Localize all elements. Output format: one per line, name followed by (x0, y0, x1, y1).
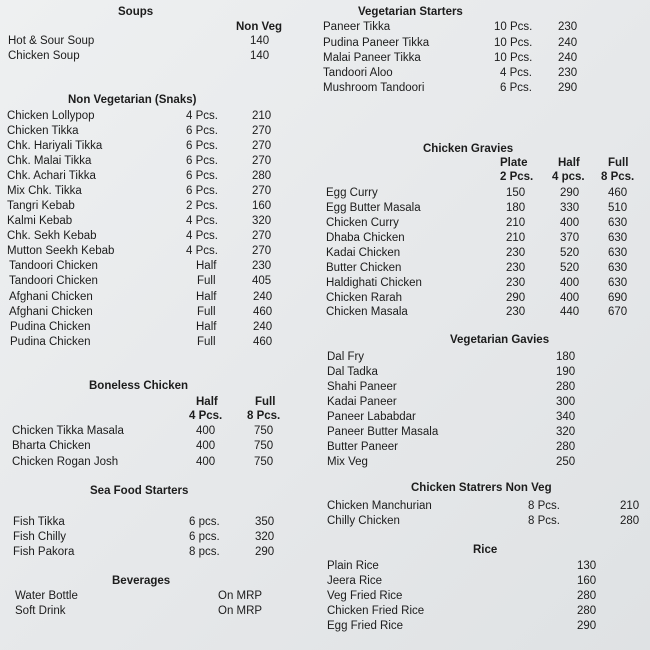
menu-row (0, 515, 325, 529)
item-name: Tandoori Chicken (9, 275, 98, 287)
menu-row (318, 51, 650, 65)
item-price-plate: 230 (506, 247, 526, 259)
menu-row (0, 34, 325, 48)
item-qty: Half (196, 291, 217, 303)
item-price: 280 (577, 605, 597, 617)
item-qty: 4 Pcs. (186, 230, 218, 242)
item-qty: 8 pcs. (189, 546, 220, 558)
item-price-half: 290 (560, 187, 580, 199)
item-name: Plain Rice (327, 560, 379, 572)
menu-row (318, 365, 650, 379)
item-price: 405 (252, 275, 272, 287)
item-price-plate: 230 (506, 306, 526, 318)
item-name: Butter Chicken (326, 262, 402, 274)
menu-row (318, 395, 650, 409)
item-price-plate: 230 (506, 277, 526, 289)
item-price: 270 (252, 140, 272, 152)
item-name: Chk. Hariyali Tikka (7, 140, 103, 152)
column-header: Non Veg (236, 21, 283, 33)
item-price: 290 (577, 620, 597, 632)
item-qty: 10 Pcs. (494, 21, 533, 33)
item-name: Paneer Butter Masala (327, 426, 439, 438)
item-name: Chicken Rarah (326, 292, 403, 304)
item-name: Pudina Chicken (10, 336, 91, 348)
item-qty: 8 Pcs. (528, 500, 560, 512)
item-price-full: 460 (608, 187, 628, 199)
section-heading: Beverages (112, 575, 171, 587)
section-heading: Rice (473, 544, 498, 556)
item-price: 340 (556, 411, 576, 423)
column-header: Full (608, 157, 629, 169)
menu-row (318, 81, 650, 95)
item-price: 300 (556, 396, 576, 408)
item-price: 280 (577, 590, 597, 602)
menu-row (0, 244, 325, 258)
item-price-full: 750 (254, 456, 274, 468)
item-name: Chicken Rogan Josh (12, 456, 119, 468)
item-price-half: 520 (560, 262, 580, 274)
item-name: Fish Pakora (13, 546, 75, 558)
menu-row (318, 619, 650, 633)
column-subheader: 4 pcs. (552, 171, 585, 183)
menu-row (318, 186, 650, 200)
item-price-plate: 230 (506, 262, 526, 274)
section-heading: Chicken Statrers Non Veg (411, 482, 552, 494)
item-name: Soft Drink (15, 605, 66, 617)
item-name: Shahi Paneer (327, 381, 397, 393)
menu-row (0, 335, 325, 349)
item-name: Kadai Paneer (327, 396, 397, 408)
item-name: Chk. Achari Tikka (7, 170, 96, 182)
item-name: Chicken Lollypop (7, 110, 95, 122)
item-price: 160 (252, 200, 272, 212)
item-qty: 10 Pcs. (494, 52, 533, 64)
item-name: Chilly Chicken (327, 515, 400, 527)
menu-row (0, 184, 325, 198)
item-price-half: 370 (560, 232, 580, 244)
menu-row (318, 201, 650, 215)
item-qty: 6 Pcs. (186, 185, 218, 197)
item-price: 350 (255, 516, 275, 528)
item-name: Butter Paneer (327, 441, 398, 453)
item-qty: 6 Pcs. (186, 170, 218, 182)
menu-row (0, 259, 325, 273)
item-price-full: 690 (608, 292, 628, 304)
menu-row (318, 261, 650, 275)
item-price: 270 (252, 155, 272, 167)
menu-row (318, 20, 650, 34)
item-qty: 8 Pcs. (528, 515, 560, 527)
item-qty: 4 Pcs. (186, 215, 218, 227)
item-name: Water Bottle (15, 590, 78, 602)
menu-row (0, 439, 325, 453)
item-price: 460 (253, 306, 273, 318)
item-price: 190 (556, 366, 576, 378)
menu-row (318, 514, 650, 528)
item-price: 240 (253, 321, 273, 333)
item-price: 130 (577, 560, 597, 572)
item-qty: Half (196, 260, 217, 272)
item-name: Mutton Seekh Kebab (7, 245, 115, 257)
menu-row (318, 499, 650, 513)
menu-row (318, 410, 650, 424)
menu-row (0, 229, 325, 243)
item-name: Chicken Tikka Masala (12, 425, 124, 437)
column-header: Full (255, 396, 276, 408)
item-name: Fish Tikka (13, 516, 65, 528)
item-price-half: 400 (196, 425, 216, 437)
item-price: 280 (556, 441, 576, 453)
section-heading: Soups (118, 6, 154, 18)
item-name: Egg Butter Masala (326, 202, 421, 214)
item-price: 290 (558, 82, 578, 94)
item-price: 320 (556, 426, 576, 438)
item-price: 270 (252, 230, 272, 242)
item-qty: 6 Pcs. (500, 82, 532, 94)
item-price: 320 (252, 215, 272, 227)
menu-row (318, 276, 650, 290)
item-name: Haldighati Chicken (326, 277, 422, 289)
item-name: Chicken Fried Rice (327, 605, 425, 617)
menu-row (318, 455, 650, 469)
item-price: 270 (252, 185, 272, 197)
item-price-half: 330 (560, 202, 580, 214)
section-heading: Boneless Chicken (89, 380, 189, 392)
column-subheader: 2 Pcs. (500, 171, 534, 183)
column-header: Half (196, 396, 218, 408)
column-header-row (318, 156, 650, 170)
item-price-half: 400 (560, 292, 580, 304)
item-qty: 6 pcs. (189, 531, 220, 543)
menu-row (0, 530, 325, 544)
item-price-half: 440 (560, 306, 580, 318)
item-price-full: 750 (254, 425, 274, 437)
item-price-full: 510 (608, 202, 628, 214)
item-qty: 6 pcs. (189, 516, 220, 528)
menu-row (318, 574, 650, 588)
item-qty: 6 Pcs. (186, 155, 218, 167)
item-name: Chicken Soup (8, 50, 80, 62)
item-price-full: 630 (608, 232, 628, 244)
item-qty: 4 Pcs. (186, 110, 218, 122)
item-name: Malai Paneer Tikka (323, 52, 421, 64)
column-subheader: 4 Pcs. (189, 410, 223, 422)
item-name: Tangri Kebab (7, 200, 75, 212)
item-name: Egg Curry (326, 187, 378, 199)
item-price: 320 (255, 531, 275, 543)
item-price: 230 (558, 21, 578, 33)
item-price: On MRP (218, 605, 263, 617)
item-name: Egg Fried Rice (327, 620, 404, 632)
item-qty: Full (197, 336, 216, 348)
menu-row (318, 425, 650, 439)
menu-row (0, 154, 325, 168)
item-price: 460 (253, 336, 273, 348)
section-heading: Non Vegetarian (Snaks) (68, 94, 197, 106)
item-price: 180 (556, 351, 576, 363)
menu-row (0, 545, 325, 559)
item-price: 140 (250, 50, 270, 62)
item-price-full: 630 (608, 262, 628, 274)
column-subheader: 8 Pcs. (247, 410, 281, 422)
menu-row (318, 350, 650, 364)
item-price: 240 (558, 52, 578, 64)
item-name: Pudina Paneer Tikka (323, 37, 430, 49)
item-price: 280 (252, 170, 272, 182)
item-name: Paneer Lababdar (327, 411, 416, 423)
column-subheader-row (0, 409, 325, 423)
item-name: Chicken Masala (326, 306, 408, 318)
item-name: Chk. Malai Tikka (7, 155, 92, 167)
item-name: Dhaba Chicken (326, 232, 405, 244)
item-price: 230 (558, 67, 578, 79)
item-name: Mix Veg (327, 456, 368, 468)
menu-row (0, 124, 325, 138)
menu-row (0, 139, 325, 153)
item-price-full: 630 (608, 247, 628, 259)
item-price: 250 (556, 456, 576, 468)
item-name: Paneer Tikka (323, 21, 391, 33)
item-price-plate: 150 (506, 187, 526, 199)
item-name: Tandoori Aloo (323, 67, 393, 79)
item-price: 230 (252, 260, 272, 272)
item-name: Jeera Rice (327, 575, 382, 587)
item-price: 270 (252, 245, 272, 257)
item-name: Hot & Sour Soup (8, 35, 95, 47)
item-name: Mushroom Tandoori (323, 82, 425, 94)
item-price-full: 630 (608, 277, 628, 289)
item-name: Veg Fried Rice (327, 590, 403, 602)
menu-row (0, 424, 325, 438)
item-name: Afghani Chicken (9, 291, 93, 303)
menu-row (0, 305, 325, 319)
item-price-plate: 210 (506, 232, 526, 244)
menu-row (0, 199, 325, 213)
menu-row (318, 36, 650, 50)
item-price-full: 630 (608, 217, 628, 229)
item-price-plate: 210 (506, 217, 526, 229)
item-name: Kadai Chicken (326, 247, 401, 259)
item-price-half: 520 (560, 247, 580, 259)
menu-row (318, 589, 650, 603)
item-name: Fish Chilly (13, 531, 67, 543)
item-qty: 4 Pcs. (500, 67, 532, 79)
item-price: On MRP (218, 590, 263, 602)
menu-row (318, 66, 650, 80)
menu-row (318, 440, 650, 454)
menu-row (318, 380, 650, 394)
column-subheader-row (318, 170, 650, 184)
item-price-half: 400 (196, 440, 216, 452)
item-price-half: 400 (560, 217, 580, 229)
menu-row (0, 109, 325, 123)
column-header: Plate (500, 157, 528, 169)
item-price: 280 (556, 381, 576, 393)
menu-row (318, 291, 650, 305)
column-header-row (0, 395, 325, 409)
item-name: Chk. Sekh Kebab (7, 230, 97, 242)
item-price-half: 400 (560, 277, 580, 289)
item-price: 280 (620, 515, 640, 527)
section-heading: Sea Food Starters (90, 485, 189, 497)
item-name: Dal Tadka (327, 366, 378, 378)
section-heading: Vegetarian Starters (358, 6, 463, 18)
item-qty: Full (197, 306, 216, 318)
section-heading: Vegetarian Gavies (450, 334, 550, 346)
item-name: Dal Fry (327, 351, 365, 363)
item-price: 270 (252, 125, 272, 137)
column-subheader: 8 Pcs. (601, 171, 635, 183)
menu-row (0, 290, 325, 304)
item-name: Chicken Manchurian (327, 500, 432, 512)
menu-row (0, 214, 325, 228)
menu-row (318, 231, 650, 245)
menu-row (318, 559, 650, 573)
menu-row (0, 169, 325, 183)
item-name: Mix Chk. Tikka (7, 185, 82, 197)
column-header: Half (558, 157, 580, 169)
menu-row (0, 604, 325, 618)
menu-row (0, 274, 325, 288)
item-qty: 4 Pcs. (186, 245, 218, 257)
item-qty: 10 Pcs. (494, 37, 533, 49)
item-name: Pudina Chicken (10, 321, 91, 333)
item-price-full: 750 (254, 440, 274, 452)
item-price-full: 670 (608, 306, 628, 318)
menu-row (0, 589, 325, 603)
item-price: 240 (558, 37, 578, 49)
item-name: Afghani Chicken (9, 306, 93, 318)
menu-row (318, 246, 650, 260)
item-price-plate: 290 (506, 292, 526, 304)
item-qty: 2 Pcs. (186, 200, 218, 212)
item-price: 160 (577, 575, 597, 587)
item-name: Kalmi Kebab (7, 215, 73, 227)
item-name: Chicken Tikka (7, 125, 79, 137)
menu-row (0, 320, 325, 334)
item-qty: 6 Pcs. (186, 125, 218, 137)
item-price: 240 (253, 291, 273, 303)
item-qty: Half (196, 321, 217, 333)
item-price: 210 (620, 500, 640, 512)
menu-row (318, 604, 650, 618)
item-price: 290 (255, 546, 275, 558)
item-price-plate: 180 (506, 202, 526, 214)
section-heading: Chicken Gravies (423, 143, 514, 155)
item-name: Chicken Curry (326, 217, 399, 229)
menu-row (318, 216, 650, 230)
item-price: 140 (250, 35, 270, 47)
item-name: Bharta Chicken (12, 440, 91, 452)
item-price-half: 400 (196, 456, 216, 468)
menu-row (0, 455, 325, 469)
menu-row (318, 305, 650, 319)
item-qty: Full (197, 275, 216, 287)
item-price: 210 (252, 110, 272, 122)
item-name: Tandoori Chicken (9, 260, 98, 272)
menu-row (0, 49, 325, 63)
item-qty: 6 Pcs. (186, 140, 218, 152)
